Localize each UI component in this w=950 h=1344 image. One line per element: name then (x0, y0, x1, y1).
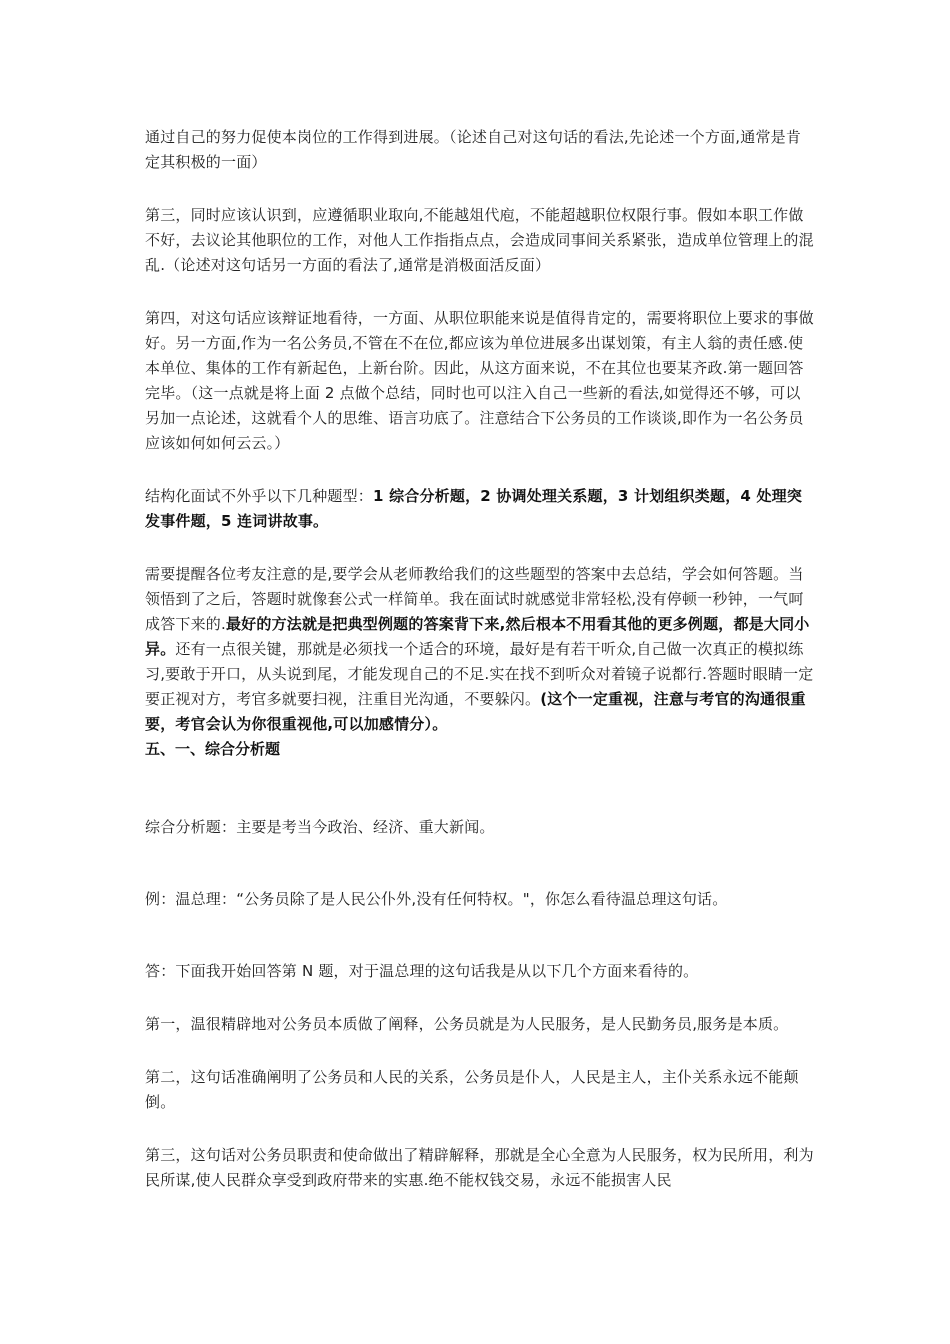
question-types-lead: 结构化面试不外乎以下几种题型： (145, 487, 374, 505)
paragraph-advice (145, 562, 815, 737)
question-types-list: 1 综合分析题，2 协调处理关系题，3 计划组织类题，4 处理突发事件题，5 连词讲故事。 (145, 487, 803, 530)
paragraph-answer-third: 第三，这句话对公务员职责和使命做出了精辟解释，那就是全心全意为人民服务，权为民所用，利为民所谋,使人民群众享受到政府带来的实惠.绝不能权钱交易，永远不能损害人民 (145, 1146, 814, 1189)
paragraph-answer-second: 第二，这句话准确阐明了公务员和人民的关系，公务员是仆人，人民是主人，主仆关系永远不能颠倒。 (145, 1068, 799, 1111)
paragraph-answer-intro: 答：下面我开始回答第 N 题，对于温总理的这句话我是从以下几个方面来看待的。 (145, 962, 699, 980)
paragraph-analysis-definition: 综合分析题：主要是考当今政治、经济、重大新闻。 (145, 818, 495, 836)
advice-text-c: 还有一点很关键，那就是必须找一个适合的环境，最好是有若干听众,自己做一次真正的模拟练习,要敢于开口，从头说到尾，才能发现自己的不足.实在找不到听众对着镜子说都行.答题时眼睛一定要正视对方，考官多就要扫视，注重目光沟通，不要躲闪。 (145, 640, 814, 708)
paragraph-intro: 通过自己的努力促使本岗位的工作得到进展。（论述自己对这句话的看法,先论述一个方面,通常是肯定其积极的一面） (145, 128, 802, 171)
paragraph-question-types (145, 484, 815, 534)
advice-text-bold-b: (这个一定重视，注意与考官的沟通很重要，考官会认为你很重视他,可以加感情分）。 (145, 690, 806, 733)
paragraph-example: 例：温总理：“公务员除了是人民公仆外,没有任何特权。"，你怎么看待温总理这句话。 (145, 890, 728, 908)
document-page (145, 125, 815, 1193)
advice-text-a: 需要提醒各位考友注意的是,要学会从老师教给我们的这些题型的答案中去总结，学会如何答题。当领悟到了之后，答题时就像套公式一样简单。我在面试时就感觉非常轻松,没有停顿一秒钟，一气呵成答下来的. (145, 565, 804, 633)
paragraph-answer-first: 第一，温很精辟地对公务员本质做了阐释，公务员就是为人民服务，是人民勤务员,服务是本质。 (145, 1015, 789, 1033)
advice-text-bold-a: 最好的方法就是把典型例题的答案背下来,然后根本不用看其他的更多例题，都是大同小异。 (145, 615, 810, 658)
paragraph-fourth-point: 第四，对这句话应该辩证地看待，一方面、从职位职能来说是值得肯定的，需要将职位上要求的事做好。另一方面,作为一名公务员,不管在不在位,都应该为单位进展多出谋划策，有主人翁的责任感.使本单位、集体的工作有新起色，上新台阶。因此，从这方面来说，不在其位也要某齐政.第一题回答完毕。（这一点就是将上面 2 点做个总结，同时也可以注入自己一些新的看法,如觉得还不够，可以另加一点论述，这就看个人的思维、语言功底了。注意结合下公务员的工作谈谈,即作为一名公务员应该如何如何云云。） (145, 309, 814, 452)
section-heading: 五、一、综合分析题 (145, 740, 281, 758)
paragraph-third-point: 第三，同时应该认识到，应遵循职业取向,不能越俎代庖，不能超越职位权限行事。假如本职工作做不好，去议论其他职位的工作，对他人工作指指点点，会造成同事间关系紧张，造成单位管理上的混乱.（论述对这句话另一方面的看法了,通常是消极面活反面） (145, 206, 814, 274)
